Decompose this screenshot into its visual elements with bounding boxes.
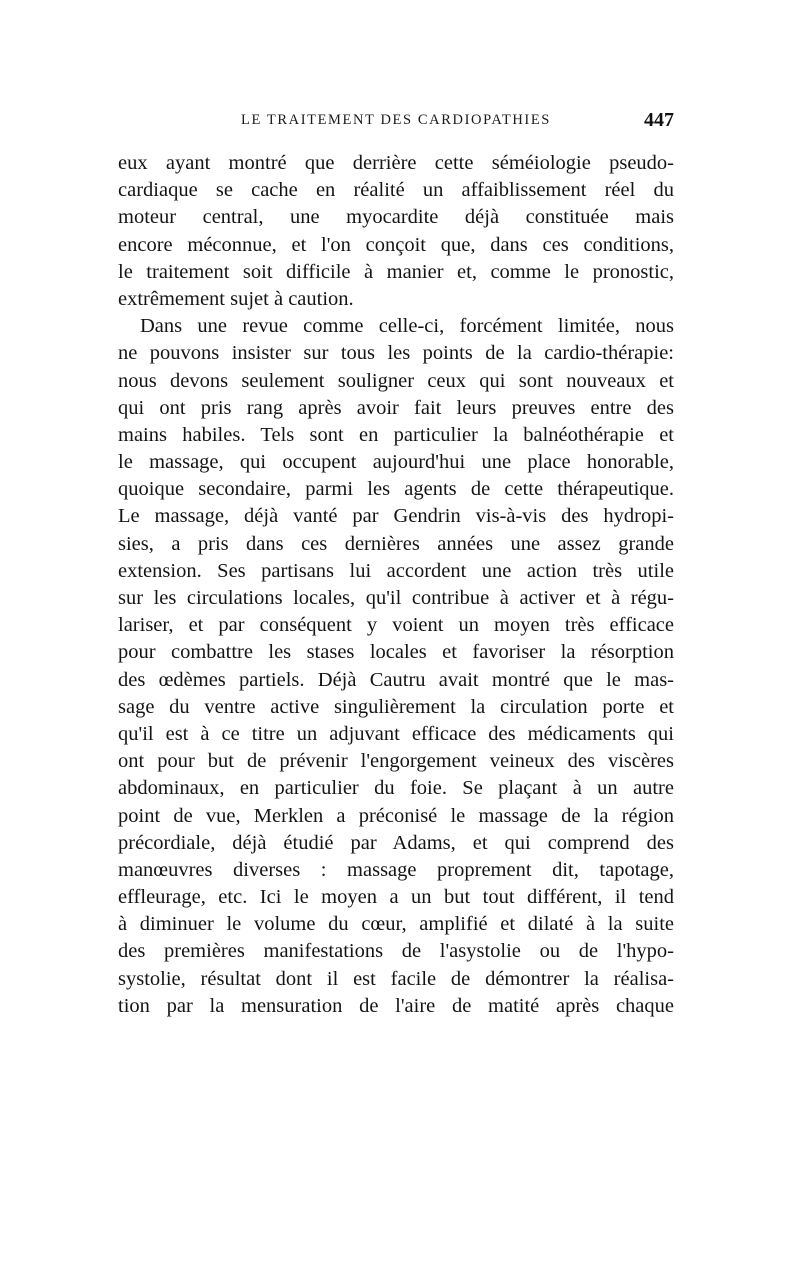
- text-line: extension. Ses partisans lui accordent une action très utile: [118, 559, 674, 582]
- running-head: [118, 109, 674, 136]
- text-line: ont pour but de prévenir l'engorgement veineux des viscères: [118, 750, 674, 773]
- text-line: tion par la mensuration de l'aire de matité après chaque: [118, 994, 674, 1017]
- text-line: systolie, résultat dont il est facile de démontrer la réalisa-: [118, 967, 674, 990]
- text-line: le massage, qui occupent aujourd'hui une place honorable,: [118, 451, 674, 474]
- page-number: 447: [644, 109, 674, 131]
- text-line: qui ont pris rang après avoir fait leurs preuves entre des: [118, 396, 674, 419]
- text-line: Dans une revue comme celle-ci, forcément limitée, nous: [140, 315, 674, 338]
- text-line: qu'il est à ce titre un adjuvant efficace des médicaments qui: [118, 722, 674, 745]
- text-line: mains habiles. Tels sont en particulier la balnéothérapie et: [118, 423, 674, 446]
- text-line: encore méconnue, et l'on conçoit que, dans ces conditions,: [118, 233, 674, 256]
- text-line: quoique secondaire, parmi les agents de cette thérapeutique.: [118, 478, 674, 501]
- text-line: le traitement soit difficile à manier et, comme le pronostic,: [118, 260, 674, 283]
- text-line: pour combattre les stases locales et favoriser la résorption: [118, 641, 674, 664]
- text-line: lariser, et par conséquent y voient un moyen très efficace: [118, 614, 674, 637]
- text-line: précordiale, déjà étudié par Adams, et qui comprend des: [118, 831, 674, 854]
- text-line: des œdèmes partiels. Déjà Cautru avait montré que le mas-: [118, 668, 674, 691]
- paragraph-1: [118, 150, 674, 313]
- text-line: nous devons seulement souligner ceux qui sont nouveaux et: [118, 369, 674, 392]
- body-text: [118, 150, 674, 1020]
- text-line: à diminuer le volume du cœur, amplifié et dilaté à la suite: [118, 913, 674, 936]
- text-line: abdominaux, en particulier du foie. Se plaçant à un autre: [118, 777, 674, 800]
- text-line: Le massage, déjà vanté par Gendrin vis-à-vis des hydropi-: [118, 505, 674, 528]
- text-line: sur les circulations locales, qu'il contribue à activer et à régu-: [118, 587, 674, 609]
- text-line: sies, a pris dans ces dernières années une assez grande: [118, 532, 674, 555]
- text-line: point de vue, Merklen a préconisé le massage de la région: [118, 804, 674, 827]
- text-line: ne pouvons insister sur tous les points de la cardio-thérapie:: [118, 342, 674, 365]
- text-line: des premières manifestations de l'asystolie ou de l'hypo-: [118, 940, 674, 963]
- text-line: eux ayant montré que derrière cette séméiologie pseudo-: [118, 152, 674, 174]
- text-line: sage du ventre active singulièrement la circulation porte et: [118, 695, 674, 718]
- text-line: moteur central, une myocardite déjà constituée mais: [118, 206, 674, 229]
- text-line: extrêmement sujet à caution.: [118, 287, 354, 310]
- text-line: cardiaque se cache en réalité un affaiblissement réel du: [118, 179, 674, 202]
- running-title: LE TRAITEMENT DES CARDIOPATHIES: [241, 112, 551, 128]
- paragraph-2: [118, 313, 674, 1020]
- text-line: manœuvres diverses : massage proprement dit, tapotage,: [118, 858, 674, 881]
- text-line: effleurage, etc. Ici le moyen a un but tout différent, il tend: [118, 886, 674, 909]
